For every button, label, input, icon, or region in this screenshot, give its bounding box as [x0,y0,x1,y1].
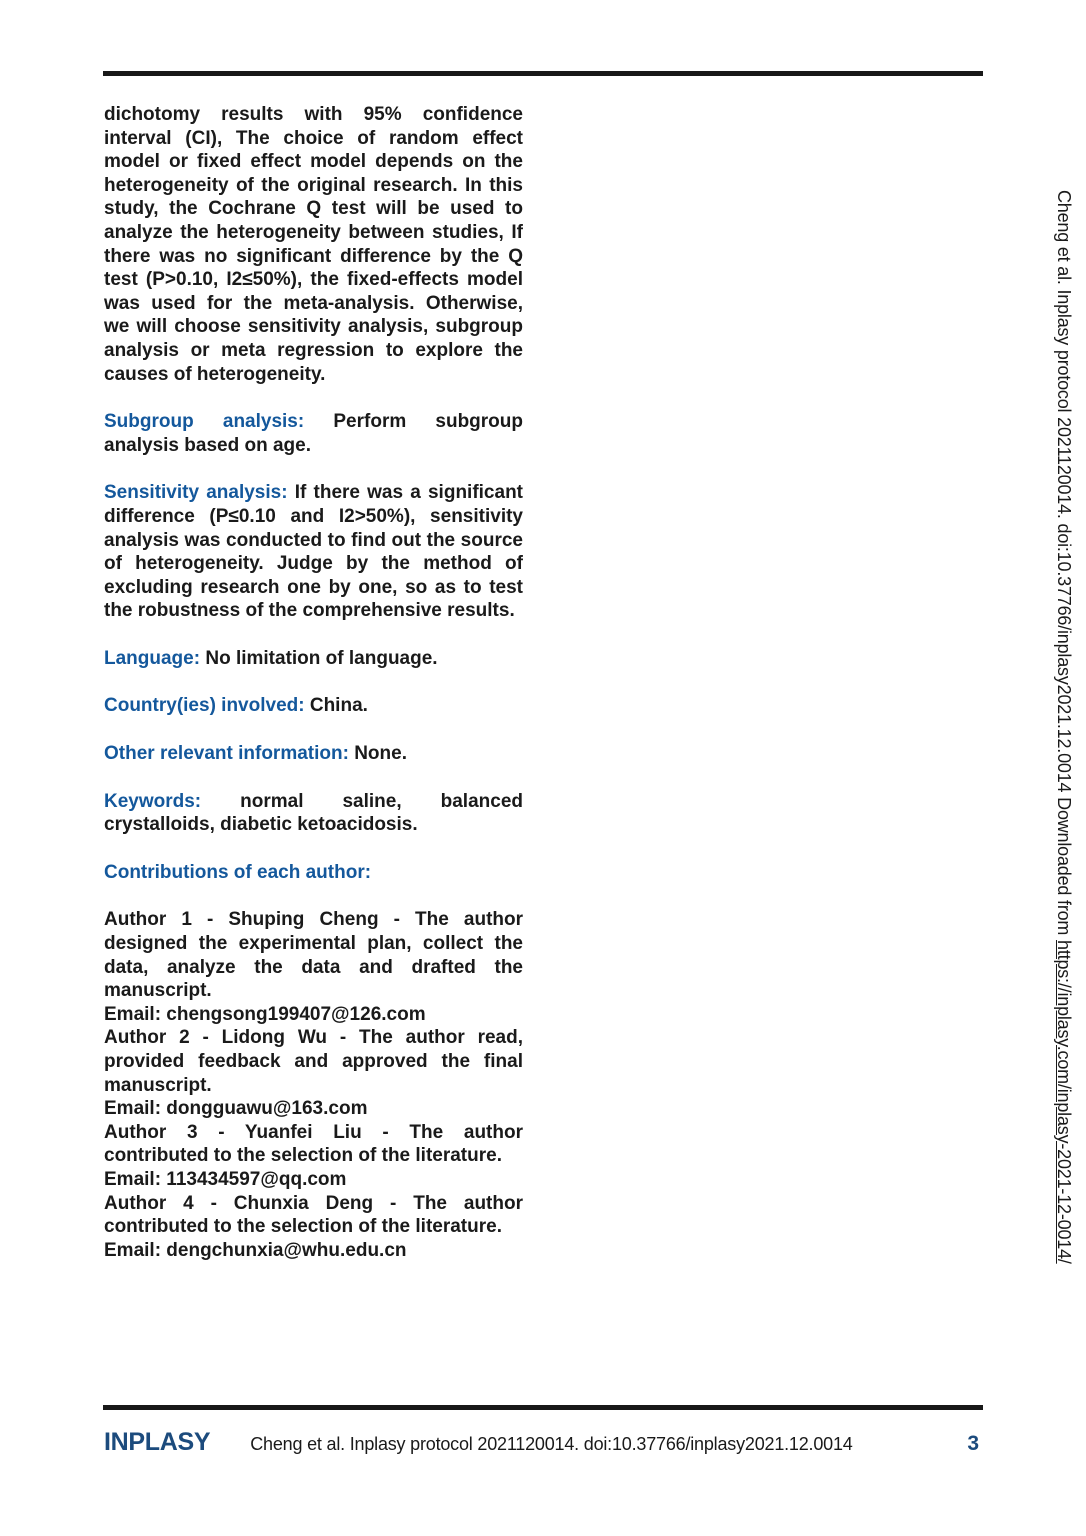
section-label: Language: [104,647,201,669]
contribution-line: Email: dengchunxia@whu.edu.cn [104,1239,407,1261]
section-text: Perform subgroup analysis based on age. [104,411,523,456]
sidebar-citation-text: Cheng et al. Inplasy protocol 2021120014. doi:10.37766/inplasy2021.12.0014 Downloaded from [1054,190,1074,941]
contribution-line: Author 3 - Yuanfei Liu - The author contributed to the selection of the literature. [104,1121,523,1167]
section-text: If there was a significant difference (P≤0.10 and I2>50%), sensitivity analysis was conducted to find out the source of heterogeneity. Judge by the method of excluding research one by one, so as to test the robustness of the comprehensive results. [104,482,523,622]
contribution-line: Email: chengsong199407@126.com [104,1003,426,1025]
paragraph-statistical-analysis: dichotomy results with 95% confidence interval (CI), The choice of random effect model or fixed effect model depends on the heterogeneity of the original research. In this study, the Cochrane Q test will be used to analyze the heterogeneity between studies, If there was no significant difference by the Q test (P>0.10, I2≤50%), the fixed-effects model was used for the meta-analysis. Otherwise, we will choose sensitivity analysis, subgroup analysis or meta regression to explore the causes of heterogeneity. [104,104,523,385]
page-number: 3 [967,1432,979,1455]
inplasy-logo: INPLASY [104,1428,211,1456]
footer [104,1428,983,1457]
section-language [104,647,523,671]
sidebar-citation-rotated [1052,190,1076,1264]
section-text: China. [309,695,368,717]
section-text: None. [354,743,407,765]
contribution-line: Email: dongguawu@163.com [104,1098,368,1120]
contribution-line: Email: 113434597@qq.com [104,1168,347,1190]
contribution-line: Author 2 - Lidong Wu - The author read, provided feedback and approved the final manuscript. [104,1027,523,1096]
body-text-column [104,103,523,1262]
section-text: No limitation of language. [205,647,438,669]
contribution-line: Author 1 - Shuping Cheng - The author designed the experimental plan, collect the data, analyze the data and drafted the manuscript. [104,909,523,1002]
section-subgroup-analysis [104,410,523,457]
section-label: Other relevant information: [104,743,349,765]
section-sensitivity-analysis [104,481,523,623]
section-other-relevant-information [104,742,523,766]
section-countries-involved [104,694,523,718]
footer-citation: Cheng et al. Inplasy protocol 2021120014. doi:10.37766/inplasy2021.12.0014 [250,1434,853,1454]
section-label: Sensitivity analysis: [104,482,288,504]
section-contributions [104,861,523,1263]
sidebar-citation-link[interactable]: https://inplasy.com/inplasy-2021-12-0014/ [1054,940,1074,1264]
footer-rule [103,1405,983,1410]
section-text: normal saline, balanced crystalloids, diabetic ketoacidosis. [104,790,523,836]
contributions-heading: Contributions of each author: [104,861,372,883]
section-label: Subgroup analysis: [104,411,305,433]
top-rule [103,71,983,76]
section-keywords [104,790,523,837]
section-label: Country(ies) involved: [104,695,305,717]
contribution-line: Author 4 - Chunxia Deng - The author contributed to the selection of the literature. [104,1192,523,1238]
section-label: Keywords: [104,790,202,812]
